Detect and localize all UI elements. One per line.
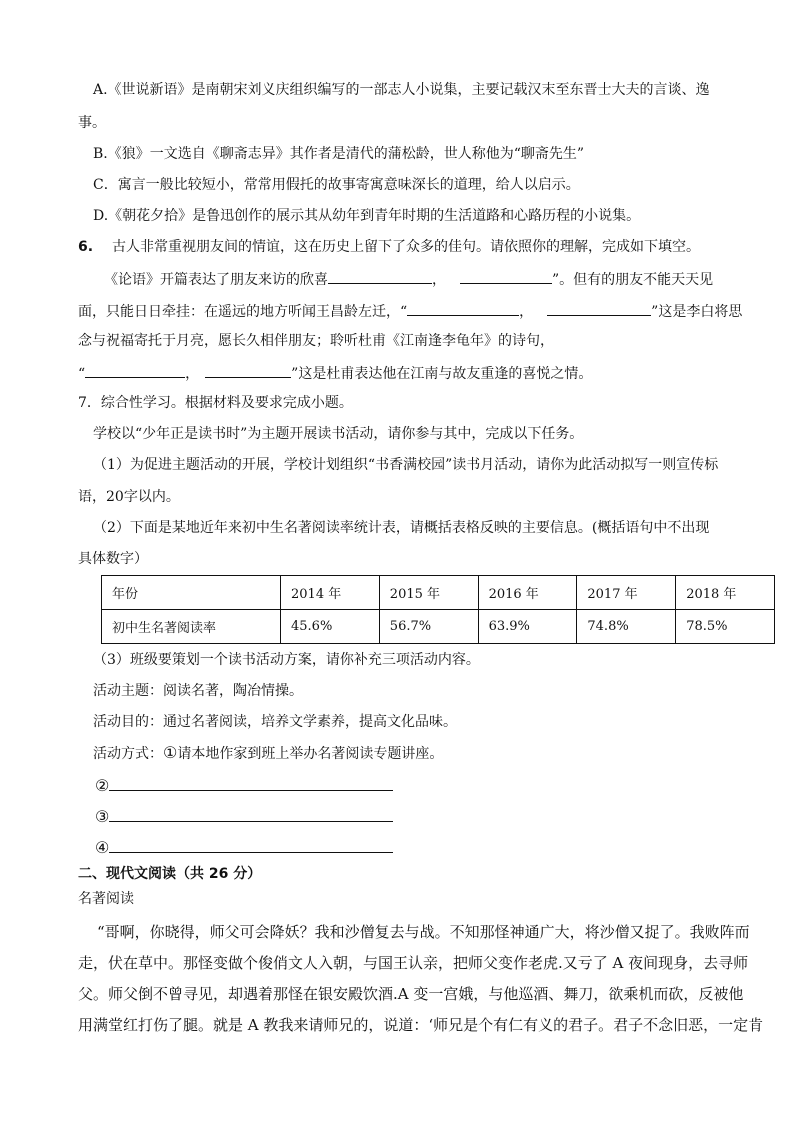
- activity-item-2-number: ②: [95, 776, 110, 795]
- q6-line4: [78, 362, 592, 384]
- table-cell: 45.6%: [281, 610, 380, 644]
- q6-line4-text-c: ”这是杜甫表达他在江南与故友重逢的喜悦之情。: [291, 366, 593, 382]
- table-header-cell: 2017 年: [577, 576, 676, 610]
- activity-item-1: 请本地作家到班上举办名著阅读专题讲座。: [177, 746, 444, 762]
- table-row: [102, 610, 775, 644]
- q6-title: 古人非常重视朋友间的情谊，这在历史上留下了众多的佳句。请依照你的理解，完成如下填空。: [111, 239, 700, 255]
- activity-item-4-blank[interactable]: [109, 837, 393, 853]
- q6-line4-quote: “: [78, 366, 86, 382]
- q7-part1-line2: 语，20字以内。: [78, 489, 180, 505]
- q5-option-b: B.《狼》一文选自《聊斋志异》其作者是清代的蒲松龄，世人称他为“聊斋先生”: [93, 146, 585, 162]
- reading-rate-table: [101, 575, 775, 644]
- q7-title: 7．综合性学习。根据材料及要求完成小题。: [78, 395, 353, 411]
- activity-item-2-blank[interactable]: [109, 775, 393, 791]
- section-subheading: 名著阅读: [78, 891, 134, 907]
- q6-blank-6[interactable]: [205, 362, 291, 378]
- q5-option-d: D.《朝花夕拾》是鲁迅创作的展示其从幼年到青年时期的生活道路和心路历程的小说集。: [93, 208, 641, 224]
- table-cell: 78.5%: [676, 610, 775, 644]
- activity-item-1-number: ①: [163, 743, 178, 762]
- q5-option-c: C．寓言一般比较短小，常常用假托的故事寄寓意味深长的道理，给人以启示。: [93, 177, 580, 193]
- q6-line2-comma: ，: [519, 304, 534, 320]
- table-cell: 56.7%: [379, 610, 478, 644]
- q6-line2-text-a: 面，只能日日牵挂：在遥远的地方听闻王昌龄左迁，“: [78, 304, 408, 320]
- q5-option-a-line2: 事。: [78, 115, 106, 131]
- q6-line2: [78, 300, 742, 322]
- q6-line3: 念与祝福寄托于月亮，愿长久相伴朋友；聆听杜甫《江南逢李龟年》的诗句，: [78, 333, 554, 349]
- table-header-cell: 2018 年: [676, 576, 775, 610]
- q6-title-line: [78, 237, 700, 257]
- activity-item-3-number: ③: [95, 807, 110, 826]
- q6-line1-comma: ，: [432, 272, 446, 288]
- q7-part2-line1: （2）下面是某地近年来初中生名著阅读率统计表，请概括表格反映的主要信息。(概括语句中不出现: [93, 520, 710, 536]
- table-header-cell: 2016 年: [478, 576, 577, 610]
- q6-blank-2[interactable]: [460, 268, 552, 284]
- q6-blank-1[interactable]: [328, 268, 432, 284]
- table-header-cell: 年份: [102, 576, 281, 610]
- table-header-cell: 2014 年: [281, 576, 380, 610]
- activity-item-3-blank[interactable]: [109, 806, 393, 822]
- section-heading: 二、现代文阅读（共 26 分）: [78, 866, 262, 882]
- q6-blank-5[interactable]: [85, 362, 185, 378]
- q7-part1-line1: （1）为促进主题活动的开展，学校计划组织“书香满校园”读书月活动，请你为此活动拟写一则宣传标: [93, 457, 719, 473]
- q5-option-a-line1: A.《世说新语》是南朝宋刘义庆组织编写的一部志人小说集，主要记载汉末至东晋士大夫的言谈、逸: [93, 82, 710, 98]
- activity-theme: 活动主题：阅读名著，陶冶情操。: [93, 683, 303, 699]
- q6-line2-text-c: ”这是李白将思: [651, 304, 743, 320]
- q7-intro: 学校以“少年正是读书时”为主题开展读书活动，请你参与其中，完成以下任务。: [93, 426, 584, 442]
- table-cell: 63.9%: [478, 610, 577, 644]
- table-cell: 74.8%: [577, 610, 676, 644]
- q6-line1-text-c: ”。但有的朋友不能天天见: [552, 272, 714, 288]
- activity-item-3: [95, 806, 393, 828]
- activity-purpose: 活动目的：通过名著阅读，培养文学素养，提高文化品味。: [93, 714, 457, 730]
- q7-part2-line2: 具体数字）: [78, 551, 148, 567]
- activity-item-4-number: ④: [95, 838, 110, 857]
- q6-line1-text-a: 《论语》开篇表达了朋友来访的欣喜: [104, 272, 328, 288]
- activity-item-4: [95, 837, 393, 859]
- activity-item-2: [95, 775, 393, 797]
- passage-line-3: 父。师父倒不曾寻见，却遇着那怪在银安殿饮酒.A 变一宫娥，与他巡酒、舞刀，欲乘机而砍，反被他: [78, 985, 744, 1003]
- passage-line-2: 走，伏在草中。那怪变做个俊俏文人入朝，与国王认亲，把师父变作老虎.又亏了 A 夜间现身，去寻师: [78, 954, 749, 972]
- table-cell: 初中生名著阅读率: [102, 610, 281, 644]
- q6-blank-4[interactable]: [547, 300, 651, 316]
- activity-method-label: 活动方式：: [93, 746, 163, 762]
- q7-part3: （3）班级要策划一个读书活动方案，请你补充三项活动内容。: [93, 652, 480, 668]
- table-header-cell: 2015 年: [379, 576, 478, 610]
- q6-blank-3[interactable]: [407, 300, 519, 316]
- activity-method: [93, 743, 443, 764]
- passage-line-4: 用满堂红打伤了腿。就是 A 教我来请师兄的，说道：‘师兄是个有仁有义的君子。君子不念旧恶，一定肯: [78, 1016, 764, 1034]
- q6-number: 6.: [78, 239, 94, 255]
- table-header-row: [102, 576, 775, 610]
- q6-line1: [104, 268, 713, 290]
- passage-line-1: “哥啊，你晓得，师父可会降妖？我和沙僧复去与战。不知那怪神通广大，将沙僧又捉了。我败阵而: [97, 923, 750, 941]
- q6-line4-comma: ，: [185, 366, 200, 382]
